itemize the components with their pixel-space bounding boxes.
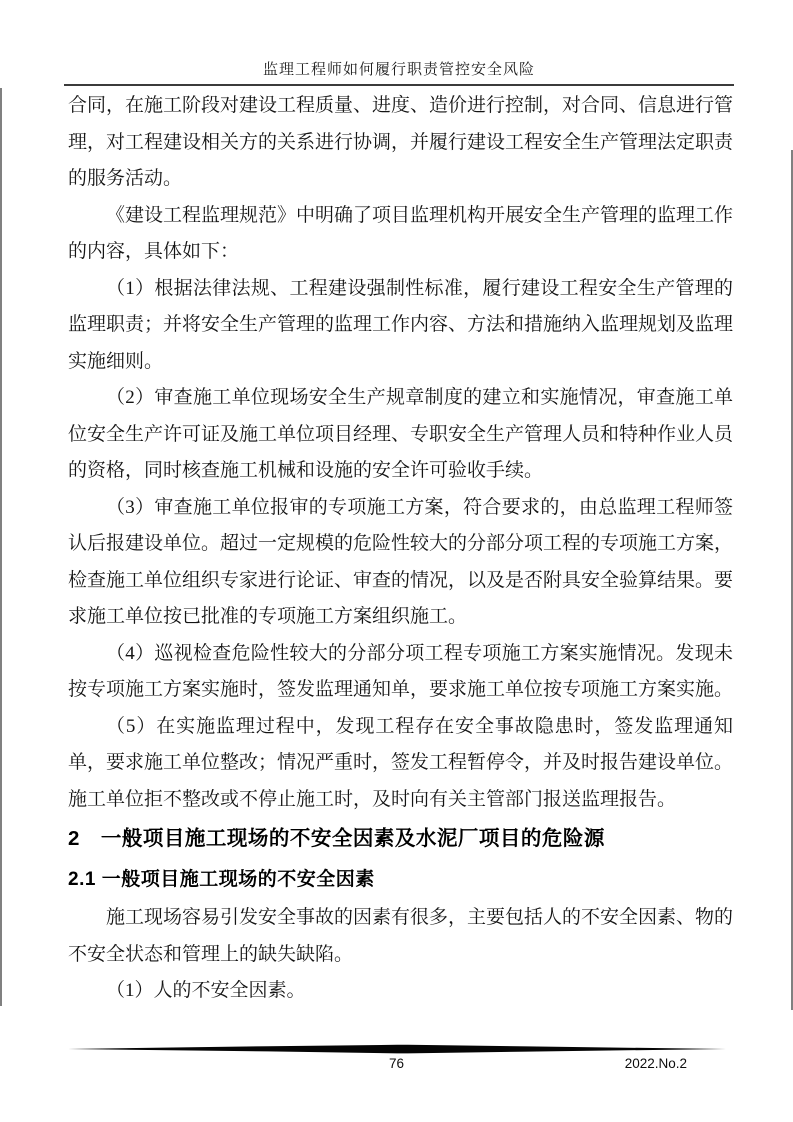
paragraph: （2）审查施工单位现场安全生产规章制度的建立和实施情况，审查施工单位安全生产许可证及施工单位项目经理、专职安全生产管理人员和特种作业人员的资格，同时核查施工机械和设施的安全许可验收手续。 bbox=[68, 387, 734, 481]
article-body bbox=[68, 88, 733, 1010]
section-heading-2: 2 一般项目施工现场的不安全因素及水泥厂项目的危险源 bbox=[68, 827, 605, 850]
paragraph: （1）根据法律法规、工程建设强制性标准，履行建设工程安全生产管理的监理职责；并将安全生产管理的监理工作内容、方法和措施纳入监理规划及监理实施细则。 bbox=[68, 277, 734, 372]
paragraph: （4）巡视检查危险性较大的分部分项工程专项施工方案实施情况。发现未按专项施工方案实施时，签发监理通知单，要求施工单位按专项施工方案实施。 bbox=[68, 642, 734, 700]
subsection-heading-2-1: 2.1 一般项目施工现场的不安全因素 bbox=[68, 869, 375, 890]
paragraph: 合同，在施工阶段对建设工程质量、进度、造价进行控制，对合同、信息进行管理，对工程建设相关方的关系进行协调，并履行建设工程安全生产管理法定职责的服务活动。 bbox=[68, 95, 734, 189]
paragraph: 《建设工程监理规范》中明确了项目监理机构开展安全生产管理的监理工作的内容，具体如下： bbox=[68, 204, 734, 262]
paragraph: （5）在实施监理过程中，发现工程存在安全事故隐患时，签发监理通知单，要求施工单位整改；情况严重时，签发工程暂停令，并及时报告建设单位。施工单位拒不整改或不停止施工时，及时向有关主管部门报送监理报告。 bbox=[68, 715, 734, 810]
paragraph: （1）人的不安全因素。 bbox=[106, 980, 306, 1001]
running-header-title: 监理工程师如何履行职责管控安全风险 bbox=[262, 62, 535, 78]
header-rule bbox=[64, 84, 734, 86]
paragraph: 施工现场容易引发安全事故的因素有很多，主要包括人的不安全因素、物的不安全状态和管理上的缺失缺陷。 bbox=[68, 907, 734, 965]
paragraph: （3）审查施工单位报审的专项施工方案，符合要求的，由总监理工程师签认后报建设单位。超过一定规模的危险性较大的分部分项工程的专项施工方案，检查施工单位组织专家进行论证、审查的情况，以及是否附具安全验算结果。要求施工单位按已批准的专项施工方案组织施工。 bbox=[68, 496, 734, 627]
journal-issue-label: 2022.No.2 bbox=[624, 1056, 687, 1071]
scan-edge-left-artifact bbox=[0, 88, 2, 1006]
page-number: 76 bbox=[388, 1056, 405, 1071]
footer-rule bbox=[68, 1044, 726, 1055]
